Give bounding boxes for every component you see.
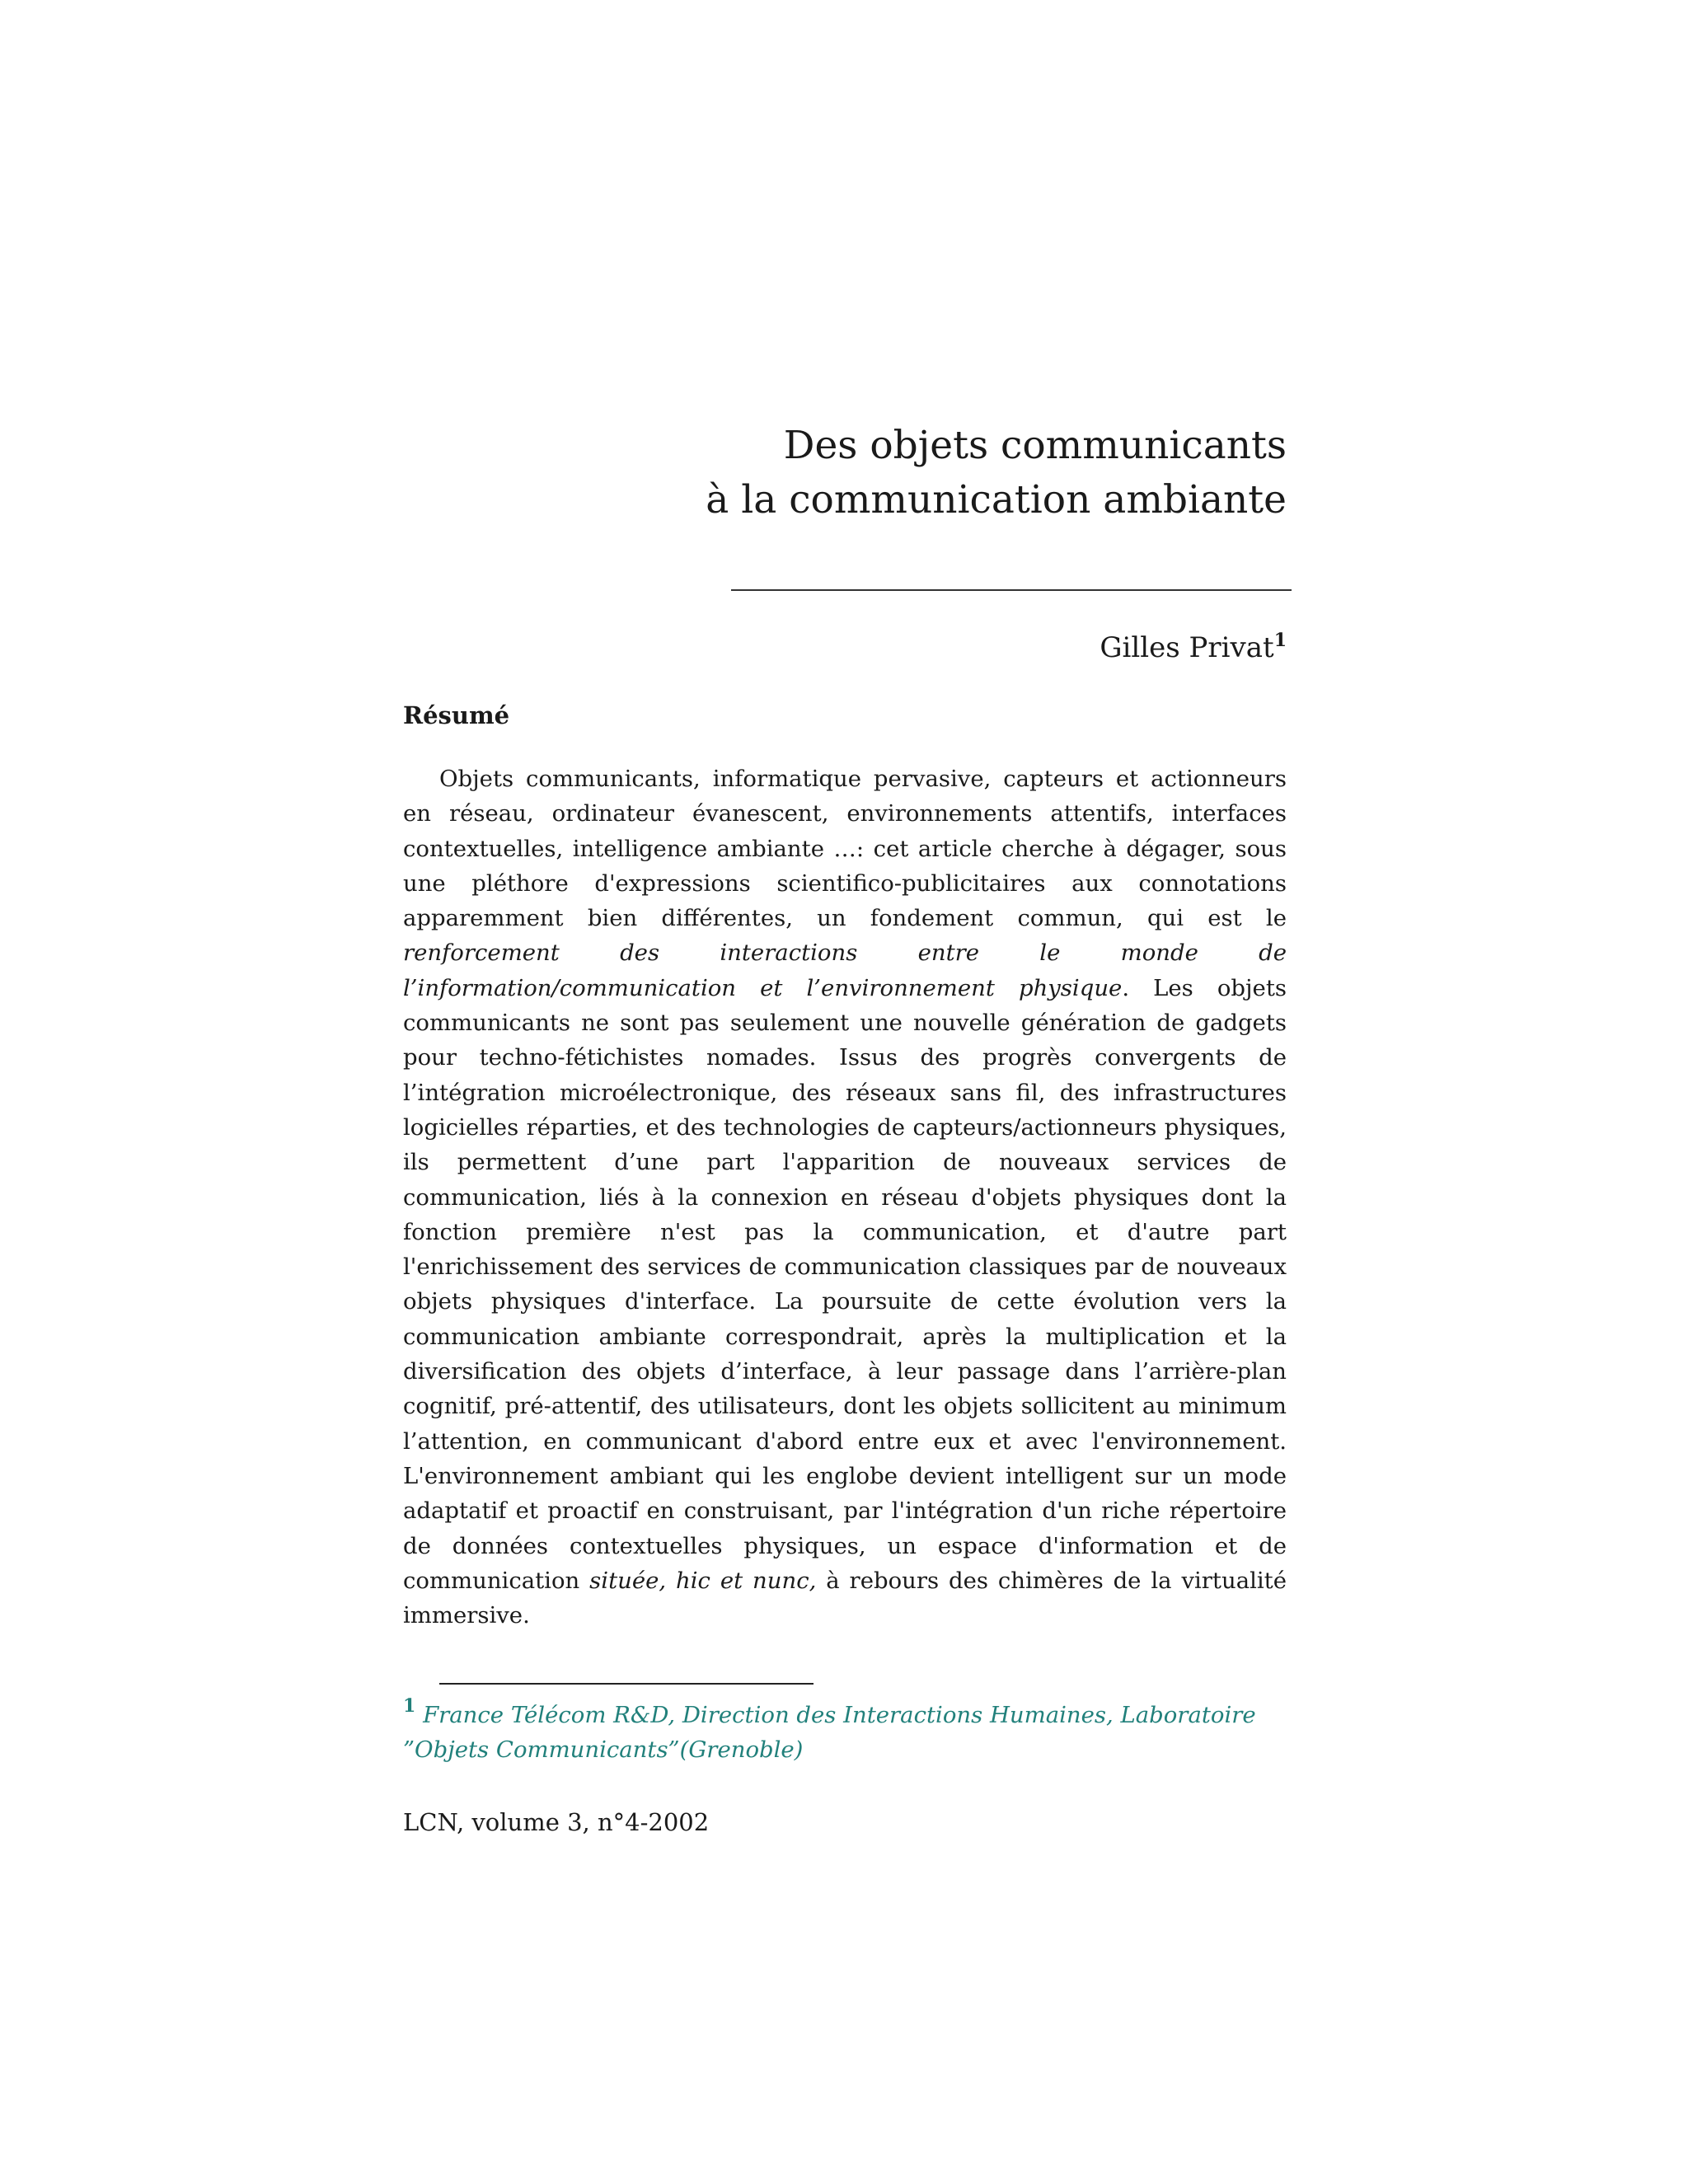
author-name: Gilles Privat (1100, 631, 1274, 664)
abstract-heading: Résumé (403, 701, 510, 729)
footnote (403, 1695, 1287, 1767)
footnote-divider (439, 1683, 814, 1685)
article-title (706, 419, 1287, 527)
author-footnote-marker: 1 (1273, 630, 1287, 651)
title-line-1: Des objets communicants (783, 423, 1287, 468)
abstract-italic-phrase-1: renforcement des interactions entre le monde de l’information/communication et l’environnement physique (403, 940, 1287, 1001)
title-line-2: à la communication ambiante (706, 477, 1287, 523)
abstract-text-part1: Objets communicants, informatique pervasive, capteurs et actionneurs en réseau, ordinateur évanescent, environnements attentifs, interfaces contextuelles, intelligence ambiante …: cet article cherche à dégager, sous une pléthore d'expressions scientifico-publicitaires aux connotations apparemment bien différentes, un fondement commun, qui est le (403, 766, 1287, 932)
title-divider (731, 589, 1292, 591)
abstract-paragraph (403, 762, 1287, 1633)
author-line (1100, 630, 1287, 666)
abstract-italic-phrase-2: située, hic et nunc, (589, 1567, 817, 1594)
footnote-text: France Télécom R&D, Direction des Interactions Humaines, Laboratoire ”Objets Communicants”(Grenoble) (403, 1702, 1256, 1763)
journal-reference: LCN, volume 3, n°4-2002 (403, 1808, 710, 1836)
footnote-marker: 1 (403, 1695, 416, 1717)
abstract-text-part2: . Les objets communicants ne sont pas seulement une nouvelle génération de gadgets pour techno-fétichistes nomades. Issus des progrès convergents de l’intégration microélectronique, des réseaux sans fil, des infrastructures logicielles réparties, et des technologies de capteurs/actionneurs physiques, ils permettent d’une part l'apparition de nouveaux services de communication, liés à la connexion en réseau d'objets physiques dont la fonction première n'est pas la communication, et d'autre part l'enrichissement des services de communication classiques par de nouveaux objets physiques d'interface. La poursuite de cette évolution vers la communication ambiante correspondrait, après la multiplication et la diversification des objets d’interface, à leur passage dans l’arrière-plan cognitif, pré-attentif, des utilisateurs, dont les objets sollicitent au minimum l’attention, en communicant d'abord entre eux et avec l'environnement. L'environnement ambiant qui les englobe devient intelligent sur un mode adaptatif et proactif en construisant, par l'intégration d'un riche répertoire de données contextuelles physiques, un espace d'information et de communication (403, 974, 1287, 1594)
abstract-text-part3: à rebours des chimères de la virtualité immersive. (403, 1567, 1287, 1629)
